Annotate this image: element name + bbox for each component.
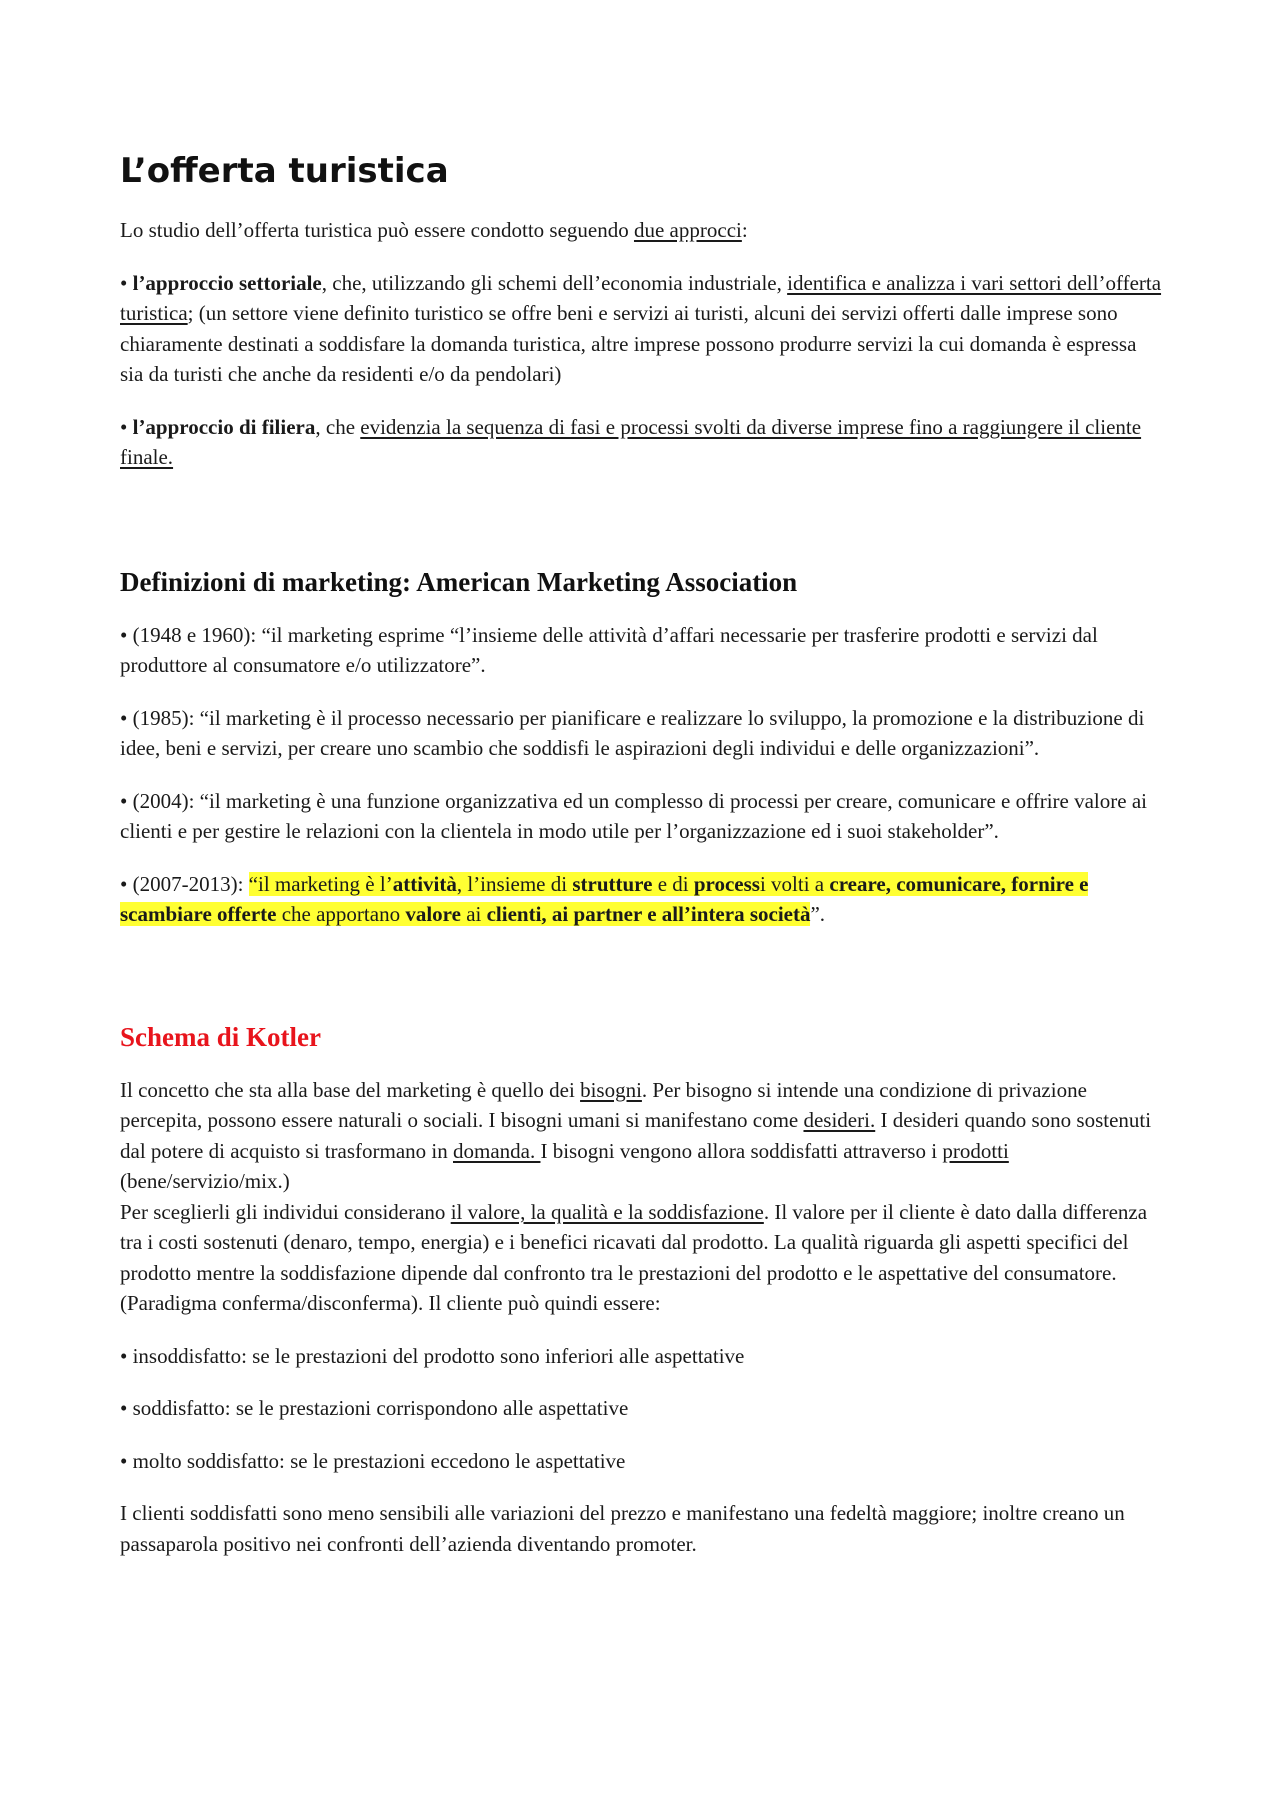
approach-settoriale xyxy=(120,268,1162,390)
approach-underlined: identifica e analizza i vari settori dell’offerta turistica xyxy=(120,270,1162,325)
definition-suffix: ”. xyxy=(810,902,826,926)
kotler-text: . Per bisogno si intende una condizione di privazione percepita, possono essere naturali o sociali. I bisogni umani si manifestano come xyxy=(120,1077,1087,1132)
quote-text: , l’insieme di xyxy=(456,871,573,896)
approach-term: l’approccio di filiera xyxy=(132,414,316,439)
intro-paragraph xyxy=(120,215,1162,246)
quote-bold: attività xyxy=(392,871,457,896)
approach-mid: , che, utilizzando gli schemi dell’economia industriale, xyxy=(321,270,788,295)
approach-rest: ; (un settore viene definito turistico se offre beni e servizi ai turisti, alcuni dei servizi offerti dalle imprese sono chiaramente destinati a soddisfare la domanda turistica, altre imprese possono produrre servizi la cui domanda è espressa sia da turisti che anche da residenti e/o da pendolari) xyxy=(120,301,1137,386)
section-spacer xyxy=(120,495,1162,565)
kotler-paragraph-2 xyxy=(120,1197,1162,1319)
approach-filiera xyxy=(120,412,1162,473)
quote-bold: creare, comunicare, fornire e scambiare offerte xyxy=(120,871,1089,926)
intro-text: Lo studio dell’offerta turistica può essere condotto seguendo xyxy=(120,218,634,242)
satisfaction-item: • molto soddisfatto: se le prestazioni eccedono le aspettative xyxy=(120,1448,626,1473)
approach-bullet: • xyxy=(120,414,133,439)
quote-bold: strutture xyxy=(572,871,653,896)
kotler-paragraph-1 xyxy=(120,1075,1162,1197)
approach-underlined: evidenzia la sequenza di fasi e processi svolti da diverse imprese fino a raggiungere il cliente finale. xyxy=(120,414,1142,469)
definition-item: • (2004): “il marketing è una funzione organizzativa ed un complesso di processi per creare, comunicare e offrire valore ai clienti e per gestire le relazioni con la clientela in modo utile per l’organizzazione ed i suoi stakeholder”. xyxy=(120,788,1147,843)
kotler-text: Per sceglierli gli individui considerano xyxy=(120,1199,451,1224)
definition-item: • (1948 e 1960): “il marketing esprime “l’insieme delle attività d’affari necessarie per trasferire prodotti e servizi dal produttore al consumatore e/o utilizzatore”. xyxy=(120,622,1098,677)
kotler-conclusion: I clienti soddisfatti sono meno sensibili alle variazioni del prezzo e manifestano una fedeltà maggiore; inoltre creano un passaparola positivo nei confronti dell’azienda diventando promoter. xyxy=(120,1501,1125,1556)
satisfaction-item: • insoddisfatto: se le prestazioni del prodotto sono inferiori alle aspettative xyxy=(120,1343,745,1368)
highlighted-quote xyxy=(120,872,1088,927)
kotler-text: (bene/servizio/mix.) xyxy=(120,1169,290,1193)
quote-bold: clienti, ai partner e all’intera società xyxy=(486,902,811,926)
kotler-underlined: domanda. xyxy=(453,1138,541,1163)
definition-highlighted xyxy=(120,869,1162,930)
quote-text: “il marketing è l’ xyxy=(248,871,393,896)
kotler-text: Il concetto che sta alla base del marketing è quello dei xyxy=(120,1077,581,1102)
definition-item: • (1985): “il marketing è il processo necessario per pianificare e realizzare lo sviluppo, la promozione e la distribuzione di idee, beni e servizi, per creare uno scambio che soddisfi le aspirazioni degli individui e delle organizzazioni”. xyxy=(120,705,1145,760)
document-page xyxy=(120,150,1162,1581)
definition-prefix: • (2007-2013): xyxy=(120,871,249,896)
quote-text: ai xyxy=(460,902,487,926)
kotler-underlined: bisogni xyxy=(580,1077,642,1102)
approach-term: l’approccio settoriale xyxy=(132,270,322,295)
kotler-heading: Schema di Kotler xyxy=(120,1021,321,1052)
quote-bold: process xyxy=(693,871,760,896)
kotler-underlined: desideri. xyxy=(803,1108,876,1132)
definitions-heading: Definizioni di marketing: American Marketing Association xyxy=(120,566,798,597)
quote-text: e di xyxy=(652,871,694,896)
quote-text: che apportano xyxy=(276,902,406,926)
quote-bold: valore xyxy=(405,902,461,926)
kotler-text: I bisogni vengono allora soddisfatti attraverso i xyxy=(540,1138,943,1163)
satisfaction-item: • soddisfatto: se le prestazioni corrispondono alle aspettative xyxy=(120,1396,629,1420)
intro-underlined: due approcci xyxy=(633,218,742,242)
intro-suffix: : xyxy=(741,218,748,242)
approach-mid: , che xyxy=(315,414,361,439)
section-spacer xyxy=(120,952,1162,1020)
approach-bullet: • xyxy=(120,270,133,295)
quote-text: i volti a xyxy=(759,871,830,896)
page-title: L’offerta turistica xyxy=(120,151,449,191)
kotler-underlined: il valore, la qualità e la soddisfazione xyxy=(450,1199,764,1224)
kotler-text: . Il valore per il cliente è dato dalla differenza tra i costi sostenuti (denaro, tempo, energia) e i benefici ricavati dal prodotto. La qualità riguarda gli aspetti specifici del prodotto mentre la soddisfazione dipende dal confronto tra le prestazioni del prodotto e le aspettative del consumatore. (Paradigma conferma/disconferma). Il cliente può quindi essere: xyxy=(120,1199,1148,1315)
kotler-text: I desideri quando sono sostenuti dal potere di acquisto si trasformano in xyxy=(120,1108,1152,1163)
kotler-underlined: prodotti xyxy=(942,1138,1009,1163)
